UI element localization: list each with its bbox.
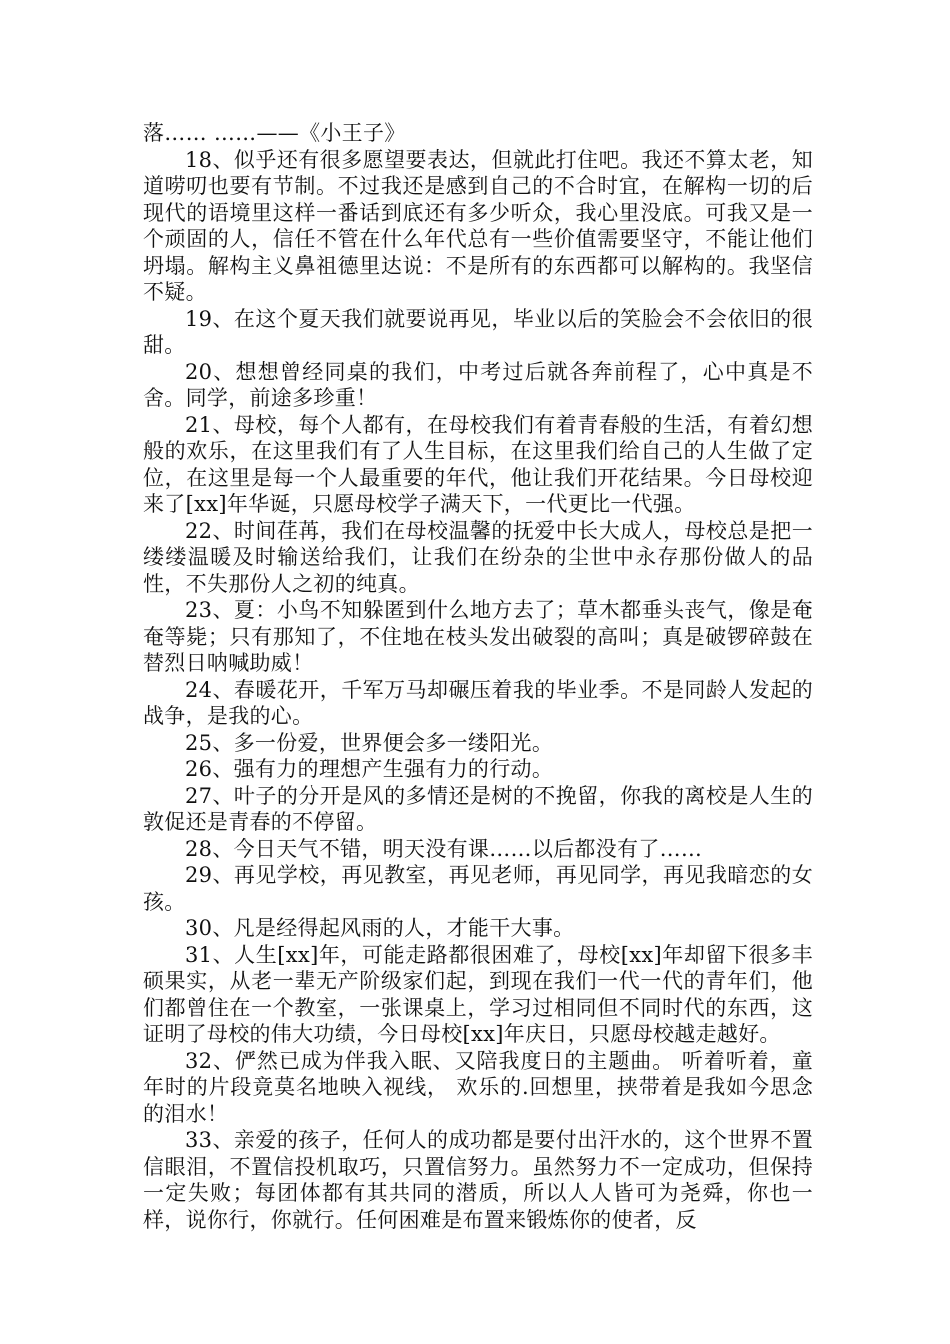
paragraph-21: 21、母校，每个人都有，在母校我们有着青春般的生活，有着幻想般的欢乐，在这里我们有了人生目标，在这里我们给自己的人生做了定位，在这里是每一个人最重要的年代，他让我们开花结果。今日母校迎来了[xx]年华诞，只愿母校学子满天下，一代更比一代强。 — [143, 412, 813, 516]
paragraph-22: 22、时间荏苒，我们在母校温馨的抚爱中长大成人，母校总是把一缕缕温暖及时输送给我们，让我们在纷杂的尘世中永存那份做人的品性，不失那份人之初的纯真。 — [143, 518, 813, 596]
paragraph-30: 30、凡是经得起风雨的人，才能干大事。 — [185, 916, 575, 940]
paragraph-28: 28、今日天气不错，明天没有课……以后都没有了…… — [185, 836, 703, 861]
paragraph-18: 18、似乎还有很多愿望要表达，但就此打住吧。我还不算太老，知道唠叨也要有节制。不过我还是感到自己的不合时宜，在解构一切的后现代的语境里这样一番话到底还有多少听众，我心里没底。可我又是一个顽固的人，信任不管在什么年代总有一些价值需要坚守，不能让他们坍塌。解构主义鼻祖德里达说：不是所有的东西都可以解构的。我坚信不疑。 — [143, 147, 813, 304]
paragraph-26: 26、强有力的理想产生强有力的行动。 — [185, 757, 554, 781]
paragraph-32: 32、俨然已成为伴我入眠、又陪我度日的主题曲。 听着听着，童年时的片段竟莫名地映入视线， 欢乐的.回想里，挟带着是我如今思念的泪水！ — [143, 1048, 813, 1126]
paragraph-24: 24、春暖花开，千军万马却碾压着我的毕业季。不是同龄人发起的战争，是我的心。 — [143, 677, 813, 728]
paragraph-19: 19、在这个夏天我们就要说再见，毕业以后的笑脸会不会依旧的很甜。 — [143, 306, 813, 357]
paragraph-29: 29、再见学校，再见教室，再见老师，再见同学，再见我暗恋的女孩。 — [143, 863, 813, 914]
paragraph-continuation: 落…… ……——《小王子》 — [143, 121, 406, 145]
paragraph-27: 27、叶子的分开是风的多情还是树的不挽留，你我的离校是人生的敦促还是青春的不停留。 — [143, 783, 813, 834]
paragraph-25: 25、多一份爱，世界便会多一缕阳光。 — [185, 730, 554, 755]
paragraph-33: 33、亲爱的孩子，任何人的成功都是要付出汗水的，这个世界不置信眼泪，不置信投机取巧，只置信努力。虽然努力不一定成功，但保持一定失败；每团体都有其共同的潜质，所以人人皆可为尧舜，你也一样，说你行，你就行。任何困难是布置来锻炼你的使者，反 — [143, 1128, 813, 1232]
paragraph-20: 20、想想曾经同桌的我们，中考过后就各奔前程了，心中真是不舍。同学，前途多珍重！ — [143, 359, 813, 410]
paragraph-31: 31、人生[xx]年，可能走路都很困难了，母校[xx]年却留下很多丰硕果实，从老一辈无产阶级家们起，到现在我们一代一代的青年们，他们都曾住在一个教室，一张课桌上，学习过相同但不同时代的东西，这证明了母校的伟大功绩，今日母校[xx]年庆日，只愿母校越走越好。 — [143, 942, 813, 1046]
paragraph-23: 23、夏：小鸟不知躲匿到什么地方去了；草木都垂头丧气，像是奄奄等毙；只有那知了，不住地在枝头发出破裂的高叫；真是破锣碎鼓在替烈日呐喊助威！ — [143, 598, 813, 675]
document-page — [143, 120, 813, 1233]
